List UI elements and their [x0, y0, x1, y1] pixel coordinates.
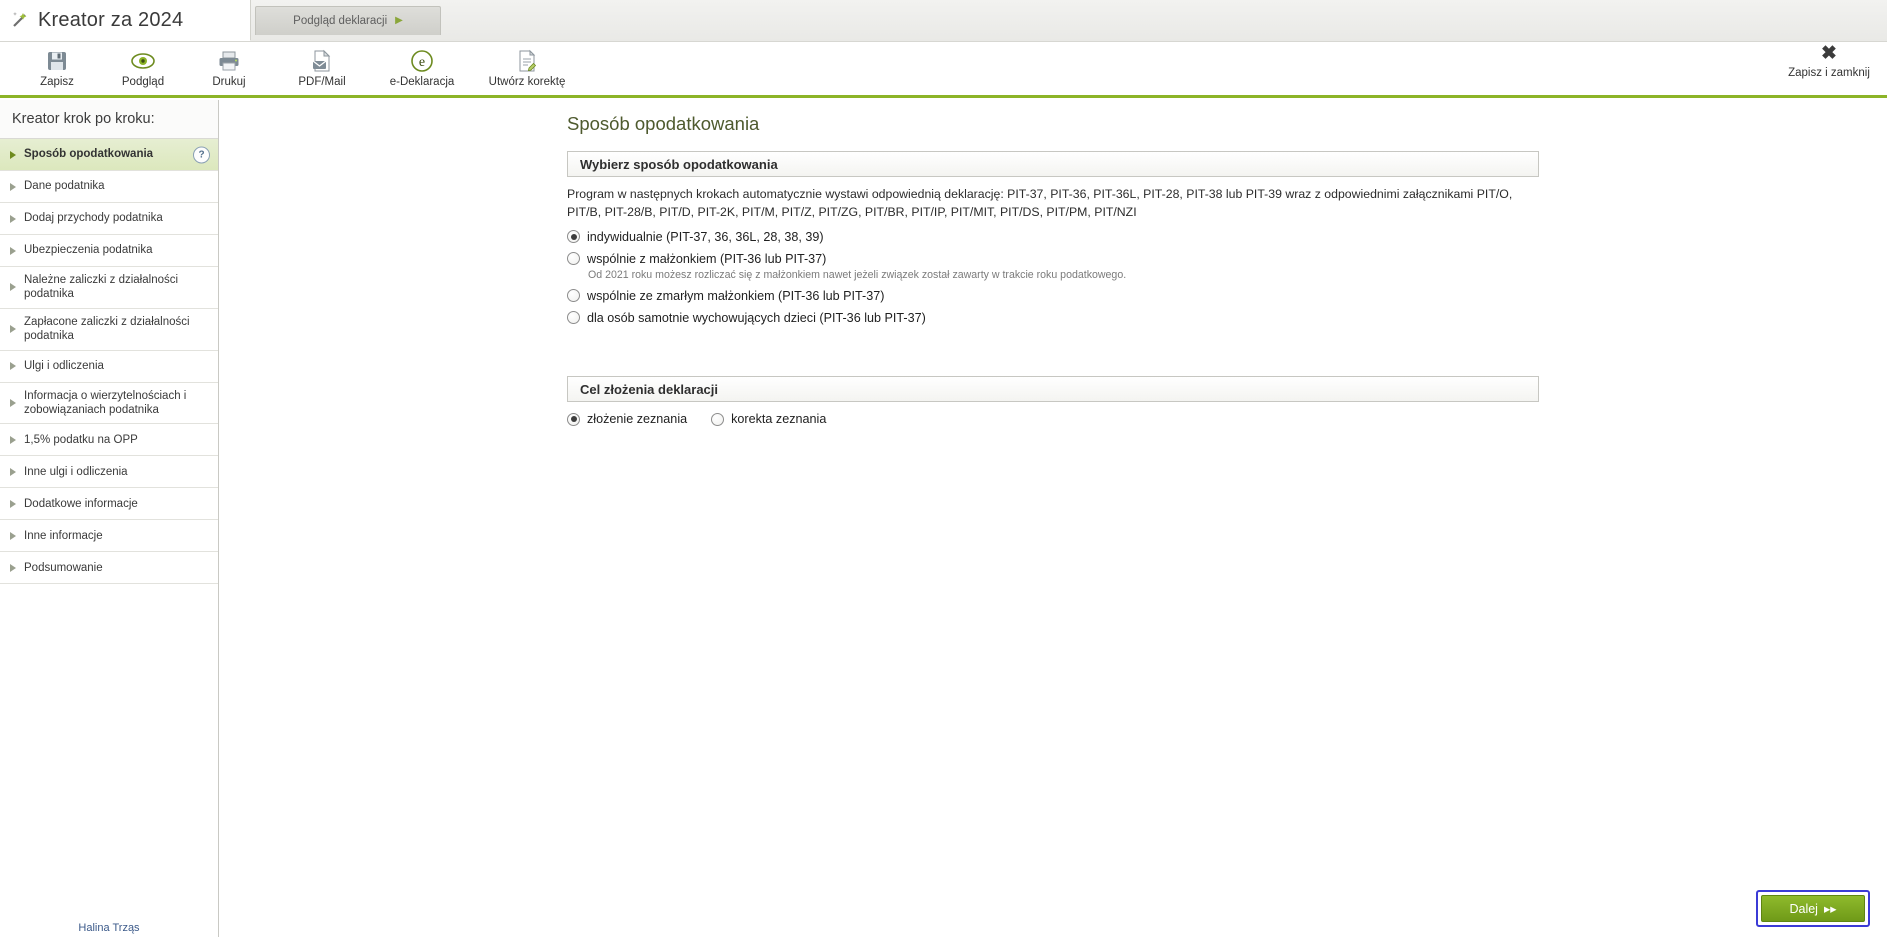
triangle-right-icon — [10, 532, 16, 540]
triangle-right-icon — [10, 151, 16, 159]
save-and-close-button[interactable] — [1779, 44, 1879, 79]
main-content — [219, 100, 1887, 937]
sidebar-item-inne-ulgi-i-odliczenia[interactable] — [0, 456, 218, 488]
save-floppy-icon — [45, 49, 69, 73]
radio-option-individual[interactable] — [567, 230, 1539, 244]
sidebar-item-zaplacone-zaliczki[interactable] — [0, 309, 218, 351]
sidebar-item-inne-informacje[interactable] — [0, 520, 218, 552]
radio-option-with-deceased-spouse[interactable] — [567, 289, 1539, 303]
double-chevron-right-icon: ▸▸ — [1823, 902, 1837, 916]
sidebar-item-label: Dane podatnika — [24, 180, 105, 193]
preview-button[interactable] — [100, 43, 186, 95]
pdf-mail-button-label: PDF/Mail — [298, 76, 346, 88]
sidebar-item-sposob-opodatkowania[interactable] — [0, 139, 218, 171]
radio-indicator[interactable] — [567, 252, 580, 265]
sidebar-item-label: Ubezpieczenia podatnika — [24, 244, 153, 257]
taxation-method-section — [567, 151, 1539, 325]
radio-indicator[interactable] — [567, 413, 580, 426]
triangle-right-icon — [10, 283, 16, 291]
save-button-label: Zapisz — [40, 76, 74, 88]
radio-option-submit-return[interactable] — [567, 412, 687, 426]
create-correction-button[interactable] — [472, 43, 582, 95]
triangle-right-icon — [10, 399, 16, 407]
tab-preview-declaration-label: Podgląd deklaracji — [293, 15, 388, 27]
sidebar-item-label: Dodaj przychody podatnika — [24, 212, 163, 225]
sidebar-item-label: Podsumowanie — [24, 561, 103, 574]
sidebar-user-name: Halina Trząs — [78, 922, 140, 934]
radio-option-label: dla osób samotnie wychowujących dzieci (PIT-36 lub PIT-37) — [587, 310, 926, 325]
print-button[interactable] — [186, 43, 272, 95]
radio-indicator[interactable] — [711, 413, 724, 426]
magic-wand-icon — [10, 10, 30, 30]
eye-icon — [130, 49, 156, 73]
radio-option-label: indywidualnie (PIT-37, 36, 36L, 28, 38, 39) — [587, 229, 824, 244]
triangle-right-icon — [10, 247, 16, 255]
sidebar-item-ubezpieczenia[interactable] — [0, 235, 218, 267]
radio-option-label: wspólnie z małżonkiem (PIT-36 lub PIT-37) — [587, 251, 827, 266]
sidebar-item-dodaj-przychody[interactable] — [0, 203, 218, 235]
sidebar-item-podsumowanie[interactable] — [0, 552, 218, 584]
triangle-right-icon — [10, 215, 16, 223]
radio-option-correct-return[interactable] — [711, 412, 826, 426]
chevron-right-icon: ▶ — [395, 15, 403, 26]
radio-option-label: wspólnie ze zmarłym małżonkiem (PIT-36 lub PIT-37) — [587, 288, 885, 303]
radio-indicator[interactable] — [567, 230, 580, 243]
taxation-method-intro: Program w następnych krokach automatycznie wystawi odpowiednią deklarację: PIT-37, PIT-36, PIT-36L, PIT-28, PIT-38 lub PIT-39 wraz z odpowiednimi załącznikami PIT/O, PIT/B, PIT-28/B, PIT/D, PIT-2K, PIT/M, PIT/Z, PIT/ZG, PIT/BR, PIT/IP, PIT/MIT, PIT/DS, PIT/PM, PIT/NZI — [567, 187, 1513, 219]
sidebar-item-label: Dodatkowe informacje — [24, 497, 138, 510]
print-button-label: Drukuj — [212, 76, 246, 88]
create-correction-button-label: Utwórz korektę — [488, 76, 566, 88]
radio-option-with-spouse-hint: Od 2021 roku możesz rozliczać się z małżonkiem nawet jeżeli związek został zawarty w trakcie roku podatkowego. — [588, 268, 1127, 281]
pdf-mail-button[interactable] — [272, 43, 372, 95]
e-declaration-button[interactable] — [372, 43, 472, 95]
sidebar-item-label: Informacja o wierzytelnościach i zobowiązaniach podatnika — [24, 389, 187, 416]
sidebar-item-label: Inne ulgi i odliczenia — [24, 465, 128, 478]
declaration-purpose-options — [567, 412, 1539, 426]
app-body — [0, 100, 1887, 937]
close-x-icon: ✖ — [1821, 43, 1837, 64]
taxation-method-header: Wybierz sposób opodatkowania — [567, 151, 1539, 177]
wizard-sidebar — [0, 100, 219, 937]
sidebar-item-15-procent-opp[interactable] — [0, 424, 218, 456]
radio-indicator[interactable] — [567, 311, 580, 324]
sidebar-item-label: Zapłacone zaliczki z działalności podatnika — [24, 315, 190, 343]
title-bar — [0, 0, 1887, 42]
sidebar-item-ulgi-i-odliczenia[interactable] — [0, 351, 218, 383]
sidebar-item-label: Ulgi i odliczenia — [24, 359, 104, 372]
e-declaration-icon — [410, 49, 434, 73]
page-title: Sposób opodatkowania — [567, 113, 760, 134]
help-icon[interactable]: ? — [193, 146, 210, 163]
triangle-right-icon — [10, 325, 16, 333]
sidebar-item-dane-podatnika[interactable] — [0, 171, 218, 203]
radio-option-with-spouse[interactable] — [567, 252, 1539, 266]
triangle-right-icon — [10, 183, 16, 191]
sidebar-item-label: Sposób opodatkowania — [24, 148, 154, 161]
window-title-tab — [0, 0, 251, 41]
radio-option-label: złożenie zeznania — [587, 412, 688, 426]
e-declaration-button-label: e-Deklaracja — [389, 76, 455, 88]
pdf-mail-icon — [310, 49, 334, 73]
triangle-right-icon — [10, 468, 16, 476]
triangle-right-icon — [10, 362, 16, 370]
radio-option-label: korekta zeznania — [731, 412, 827, 426]
radio-option-single-parent[interactable] — [567, 311, 1539, 325]
sidebar-item-nalezne-zaliczki[interactable] — [0, 267, 218, 309]
window-title: Kreator za 2024 — [38, 8, 184, 31]
create-correction-icon — [515, 49, 539, 73]
next-button-focus-ring — [1756, 890, 1870, 927]
sidebar-item-label: Inne informacje — [24, 529, 103, 542]
triangle-right-icon — [10, 436, 16, 444]
tab-preview-declaration[interactable] — [255, 6, 441, 35]
declaration-purpose-section — [567, 376, 1539, 426]
sidebar-item-informacja-o-wierzytelnosciach[interactable] — [0, 383, 218, 425]
triangle-right-icon — [10, 564, 16, 572]
save-and-close-label: Zapisz i zamknij — [1788, 67, 1870, 79]
declaration-purpose-header: Cel złożenia deklaracji — [567, 376, 1539, 402]
triangle-right-icon — [10, 500, 16, 508]
sidebar-item-label: Należne zaliczki z działalności podatnika — [24, 274, 179, 301]
radio-indicator[interactable] — [567, 289, 580, 302]
main-toolbar — [0, 42, 1887, 98]
sidebar-header: Kreator krok po kroku: — [0, 100, 218, 139]
svg-text:e: e — [418, 55, 426, 70]
sidebar-item-dodatkowe-informacje[interactable] — [0, 488, 218, 520]
preview-button-label: Podgląd — [121, 76, 165, 88]
sidebar-item-label: 1,5% podatku na OPP — [24, 433, 138, 446]
next-button-label: Dalej — [1789, 901, 1818, 916]
printer-icon — [217, 49, 241, 73]
next-button[interactable] — [1761, 895, 1865, 922]
save-button[interactable] — [14, 43, 100, 95]
